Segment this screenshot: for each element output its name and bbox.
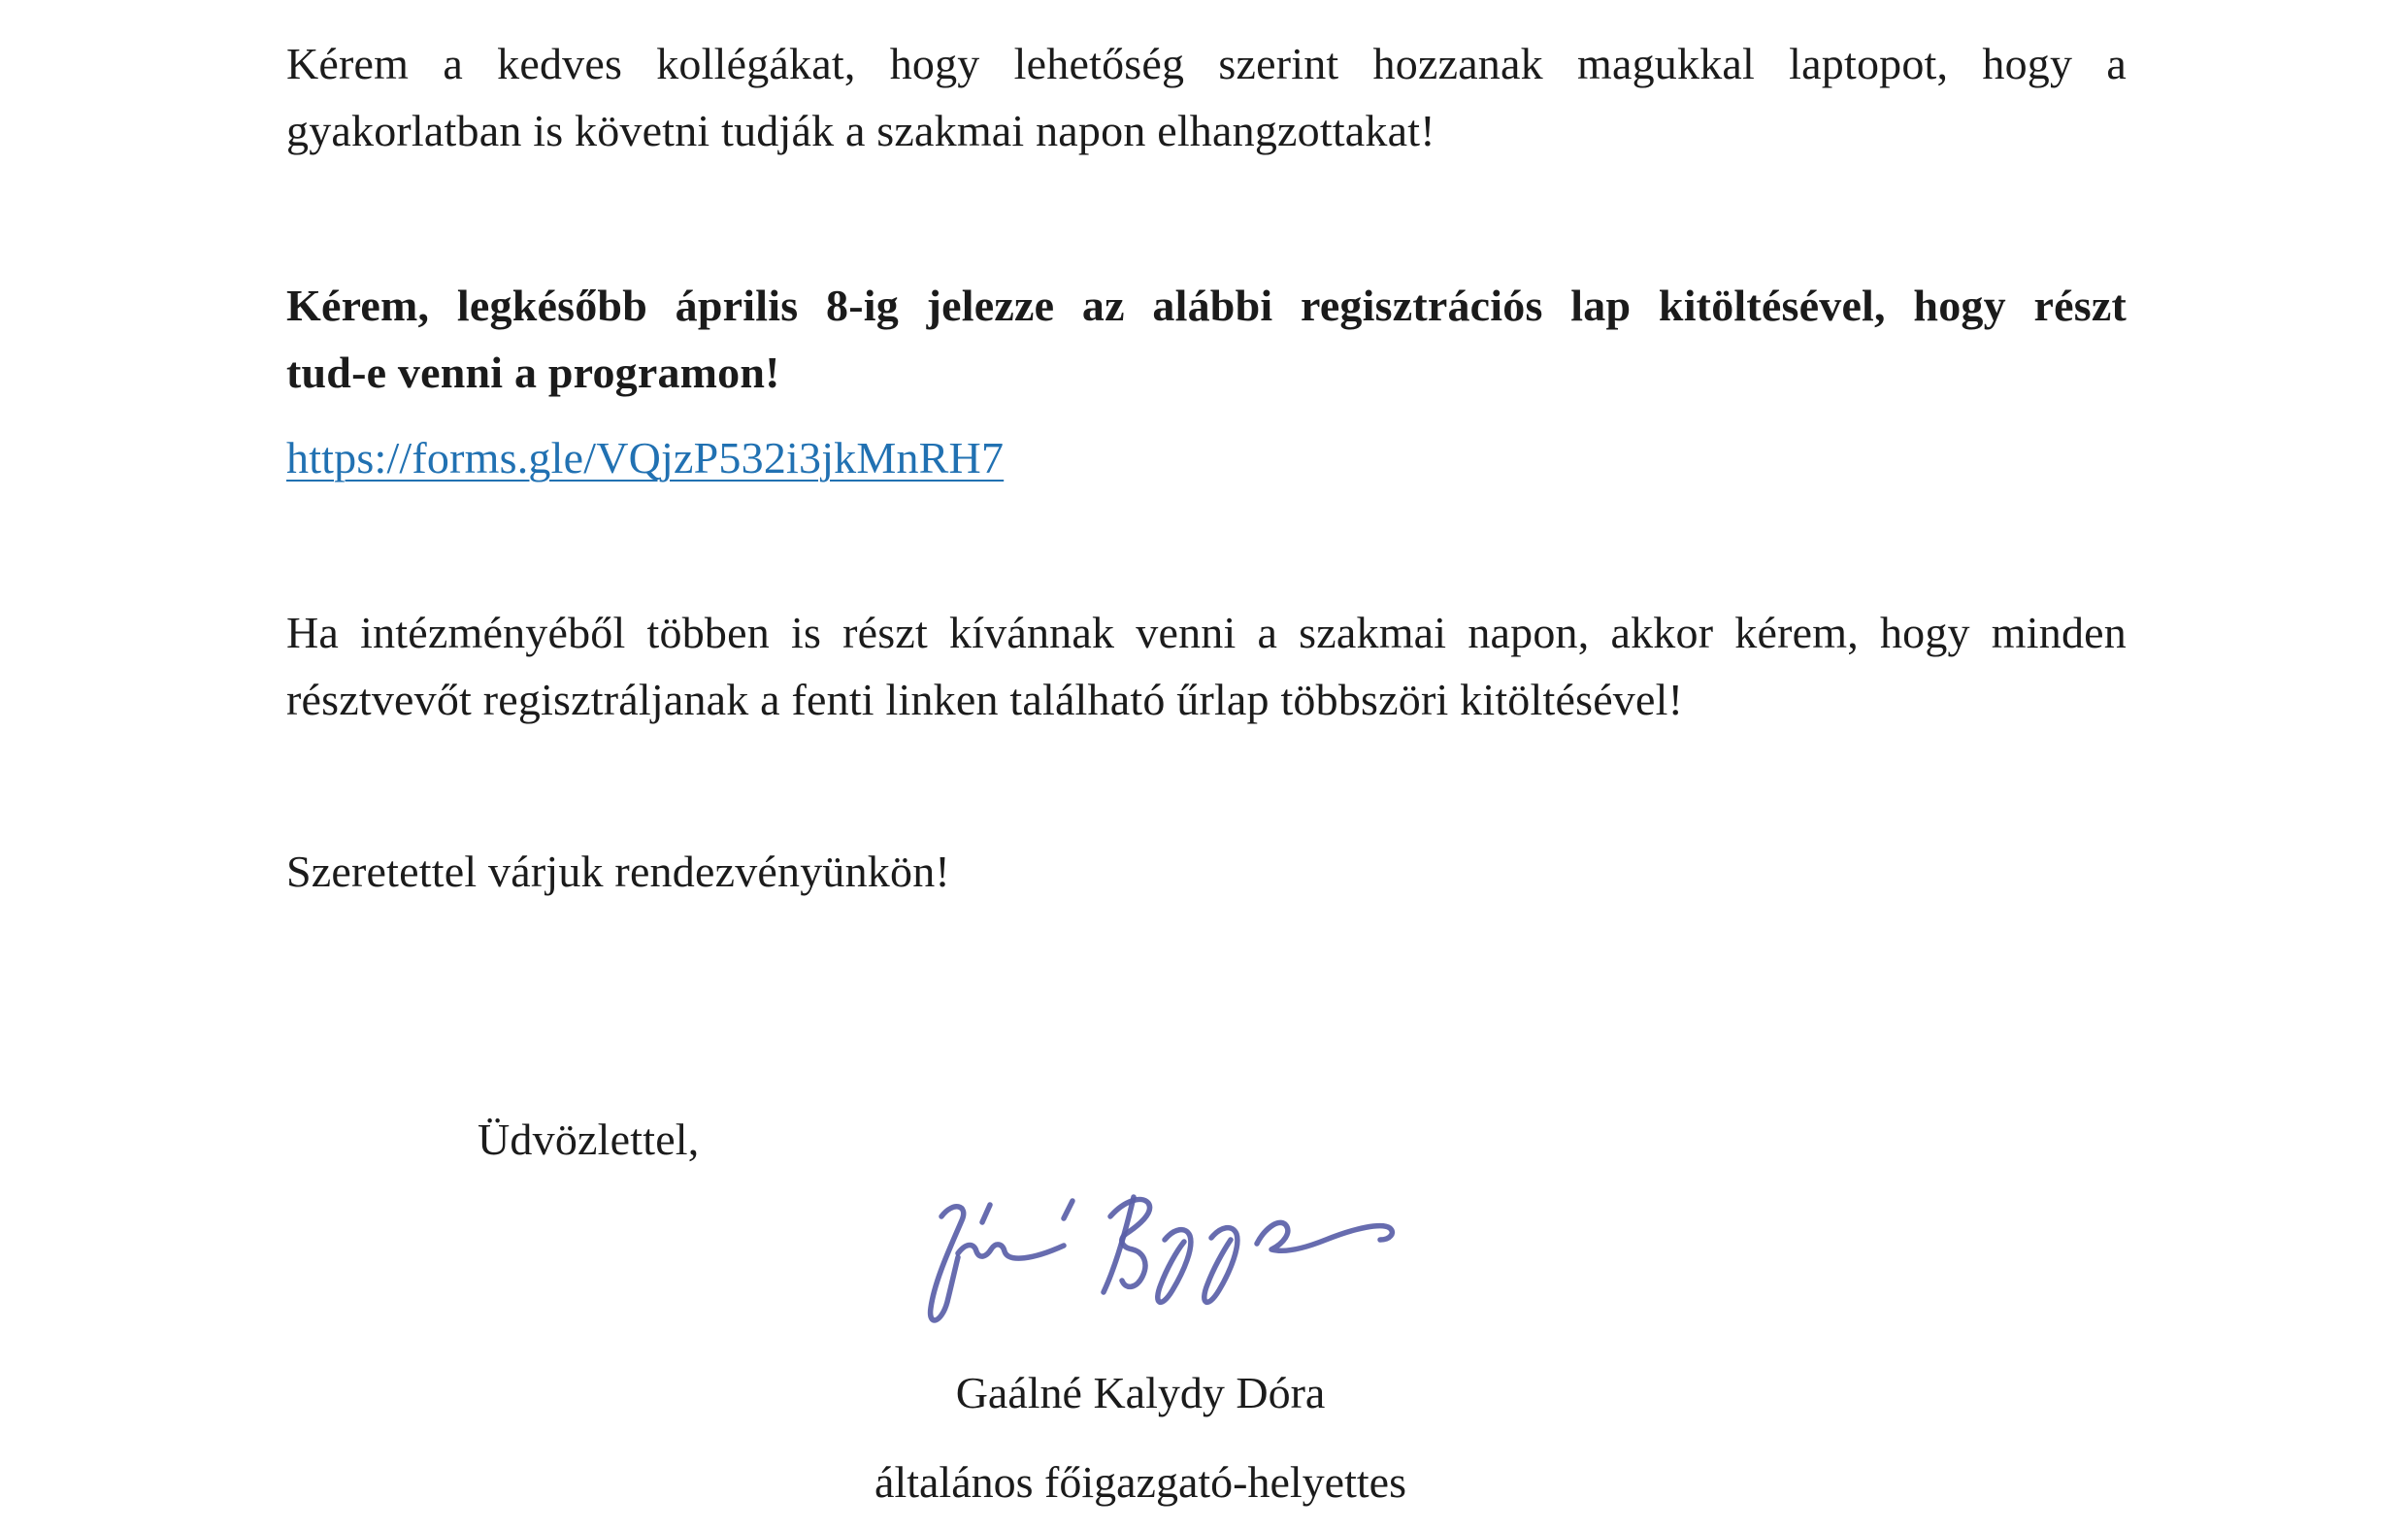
registration-form-link[interactable]: https://forms.gle/VQjzP532i3jkMnRH7 [286,433,1005,483]
handwritten-signature-icon [874,1189,1398,1354]
paragraph-line: tud-e venni a programon! [286,348,780,397]
signature-stroke [982,1205,990,1222]
paragraph-line: Kérem, legkésőbb április 8-ig jelezze az alábbi regisztrációs lap kitöltésével, hogy részt [286,281,2127,330]
signature-stroke [1204,1228,1237,1303]
paragraph-line: Ha intézményéből többen is részt kívánnak venni a szakmai napon, akkor kérem, hogy minden [286,608,2127,657]
signature-stroke [931,1207,964,1320]
signature-stroke [1158,1230,1191,1303]
paragraph-multiple-registrations [286,599,2127,733]
paragraph-line: Üdvözlettel, [478,1115,700,1164]
signer-title: általános főigazgató-helyettes [874,1457,1406,1507]
signature-stroke [958,1245,1064,1258]
signature-stroke [1257,1222,1392,1250]
paragraph-laptop-request [286,30,2127,164]
paragraph-line: résztvevőt regisztráljanak a fenti linken található űrlap többszöri kitöltésével! [286,675,1684,724]
signer-name: Gaálné Kalydy Dóra [955,1368,1326,1417]
paragraph-line: Szeretettel várjuk rendezvényünkön! [286,847,950,896]
registration-link-row [286,424,2127,491]
signature-stroke [1064,1201,1072,1218]
paragraph-line: gyakorlatban is követni tudják a szakmai napon elhangzottakat! [286,106,1435,155]
closing-salutation [286,1106,2127,1173]
paragraph-line: Kérem a kedves kollégákat, hogy lehetőség szerint hozzanak magukkal laptopot, hogy a [286,39,2127,88]
paragraph-welcome [286,838,2127,905]
paragraph-registration-deadline [286,272,2127,406]
